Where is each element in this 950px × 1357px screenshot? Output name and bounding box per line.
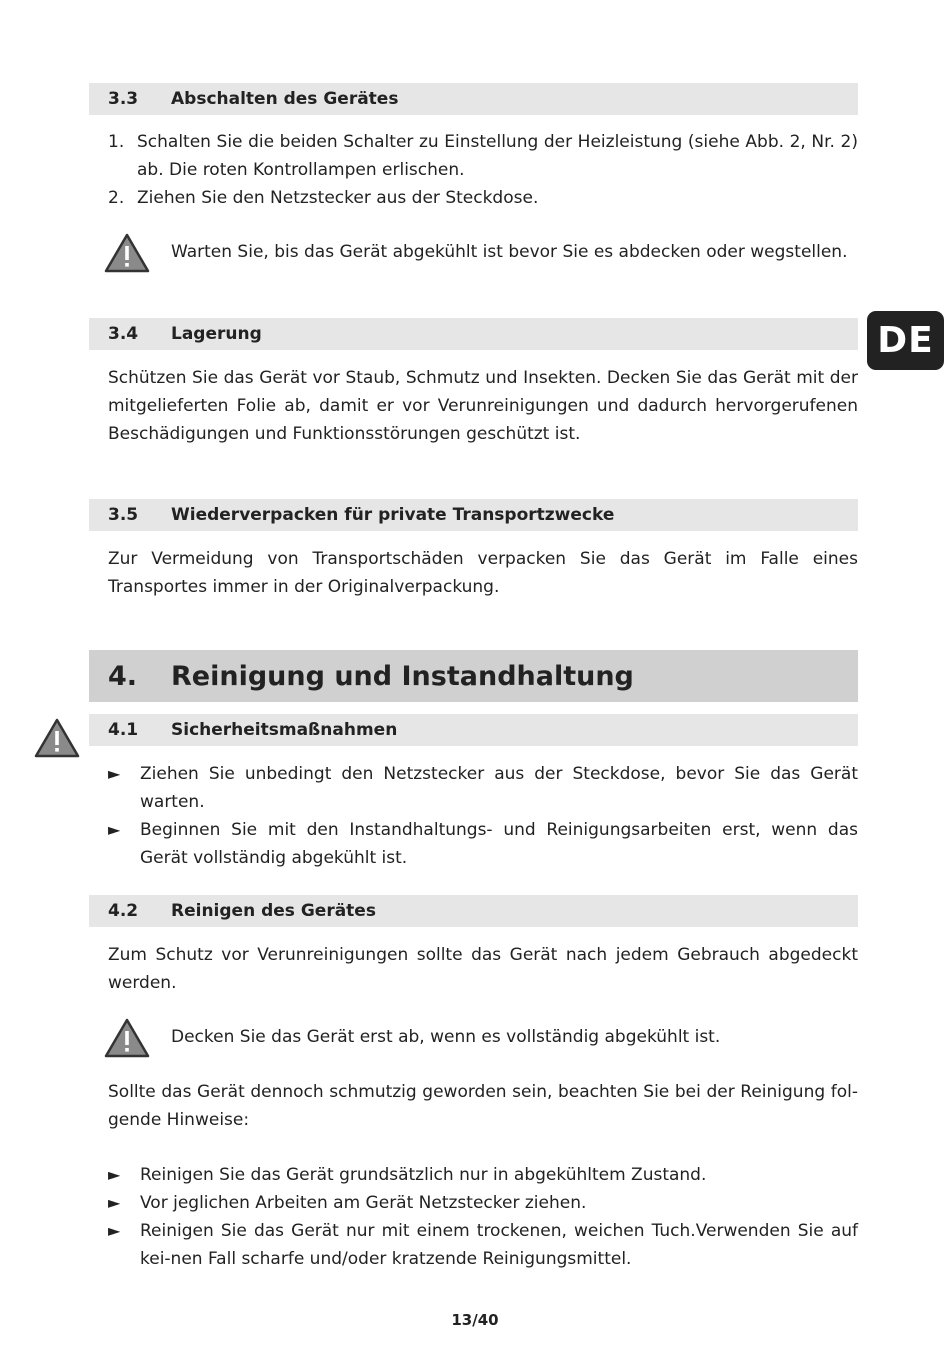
list-item [108, 184, 858, 212]
chapter-header-4 [89, 650, 858, 702]
bullet-icon: ► [108, 1221, 121, 1240]
warning-text: Decken Sie das Gerät erst ab, wenn es vollständig abgekühlt ist. [171, 1027, 721, 1047]
section-number: 3.4 [108, 324, 139, 344]
section-header-3-5 [89, 499, 858, 531]
list-item-text: Beginnen Sie mit den Instandhaltungs- und Reinigungsarbeiten erst, wenn das Gerät vollständig abgekühlt ist. [140, 820, 858, 868]
section-number: 3.5 [108, 505, 139, 525]
section-number: 3.3 [108, 89, 139, 109]
warning-icon [104, 233, 150, 273]
paragraph: Zur Vermeidung von Transportschäden verpacken Sie das Gerät im Falle eines Transportes immer in der Originalverpackung. [108, 549, 858, 597]
bullet-icon: ► [108, 764, 121, 783]
bullet-icon: ► [108, 1193, 121, 1212]
list-item [108, 1161, 858, 1189]
list-marker: 2. [108, 188, 125, 208]
list-item-text: Schalten Sie die beiden Schalter zu Einstellung der Heizleistung (siehe Abb. 2, Nr. 2) ab. Die roten Kontrollampen erlischen. [137, 132, 858, 180]
list-item-text: Reinigen Sie das Gerät grundsätzlich nur in abgekühltem Zustand. [140, 1165, 707, 1185]
warning-icon [104, 1018, 150, 1058]
chapter-title: Reinigung und Instandhaltung [171, 660, 634, 692]
bullet-list-4-2 [108, 1161, 858, 1273]
section-title: Reinigen des Gerätes [171, 901, 376, 921]
language-tab: DE [867, 311, 944, 370]
list-item-text: Ziehen Sie unbedingt den Netzstecker aus der Steckdose, bevor Sie das Gerät warten. [140, 764, 858, 812]
list-item [108, 816, 858, 872]
list-item [108, 128, 858, 184]
bullet-icon: ► [108, 1165, 121, 1184]
list-item [108, 760, 858, 816]
section-header-3-3 [89, 83, 858, 115]
numbered-list-3-3 [108, 128, 858, 212]
chapter-number: 4. [108, 660, 138, 692]
list-item [108, 1189, 858, 1217]
list-item-text: Reinigen Sie das Gerät nur mit einem trockenen, weichen Tuch.Verwenden Sie auf kei-nen Fall scharfe und/oder kratzende Reinigungsmittel. [140, 1221, 858, 1269]
list-item-text: Ziehen Sie den Netzstecker aus der Steckdose. [137, 188, 539, 208]
section-header-3-4 [89, 318, 858, 350]
paragraph: Sollte das Gerät dennoch schmutzig geworden sein, beachten Sie bei der Reinigung fol-gende Hinweise: [108, 1082, 858, 1130]
paragraph: Zum Schutz vor Verunreinigungen sollte das Gerät nach jedem Gebrauch abgedeckt werden. [108, 945, 858, 993]
section-header-4-1 [89, 714, 858, 746]
section-title: Abschalten des Gerätes [171, 89, 399, 109]
section-header-4-2 [89, 895, 858, 927]
list-marker: 1. [108, 132, 125, 152]
section-number: 4.1 [108, 720, 139, 740]
paragraph: Schützen Sie das Gerät vor Staub, Schmutz und Insekten. Decken Sie das Gerät mit der mitgelieferten Folie ab, damit er vor Verunreinigungen und dadurch hervorgerufenen Beschädigungen und Funktionsstörungen geschützt ist. [108, 368, 858, 444]
list-item-text: Vor jeglichen Arbeiten am Gerät Netzstecker ziehen. [140, 1193, 587, 1213]
bullet-icon: ► [108, 820, 121, 839]
section-title: Sicherheitsmaßnahmen [171, 720, 398, 740]
page-number: 13/40 [451, 1311, 499, 1329]
warning-icon [34, 718, 80, 758]
section-number: 4.2 [108, 901, 139, 921]
list-item [108, 1217, 858, 1273]
section-title: Wiederverpacken für private Transportzwecke [171, 505, 615, 525]
section-title: Lagerung [171, 324, 262, 344]
warning-text: Warten Sie, bis das Gerät abgekühlt ist bevor Sie es abdecken oder wegstellen. [171, 242, 848, 262]
bullet-list-4-1 [108, 760, 858, 872]
